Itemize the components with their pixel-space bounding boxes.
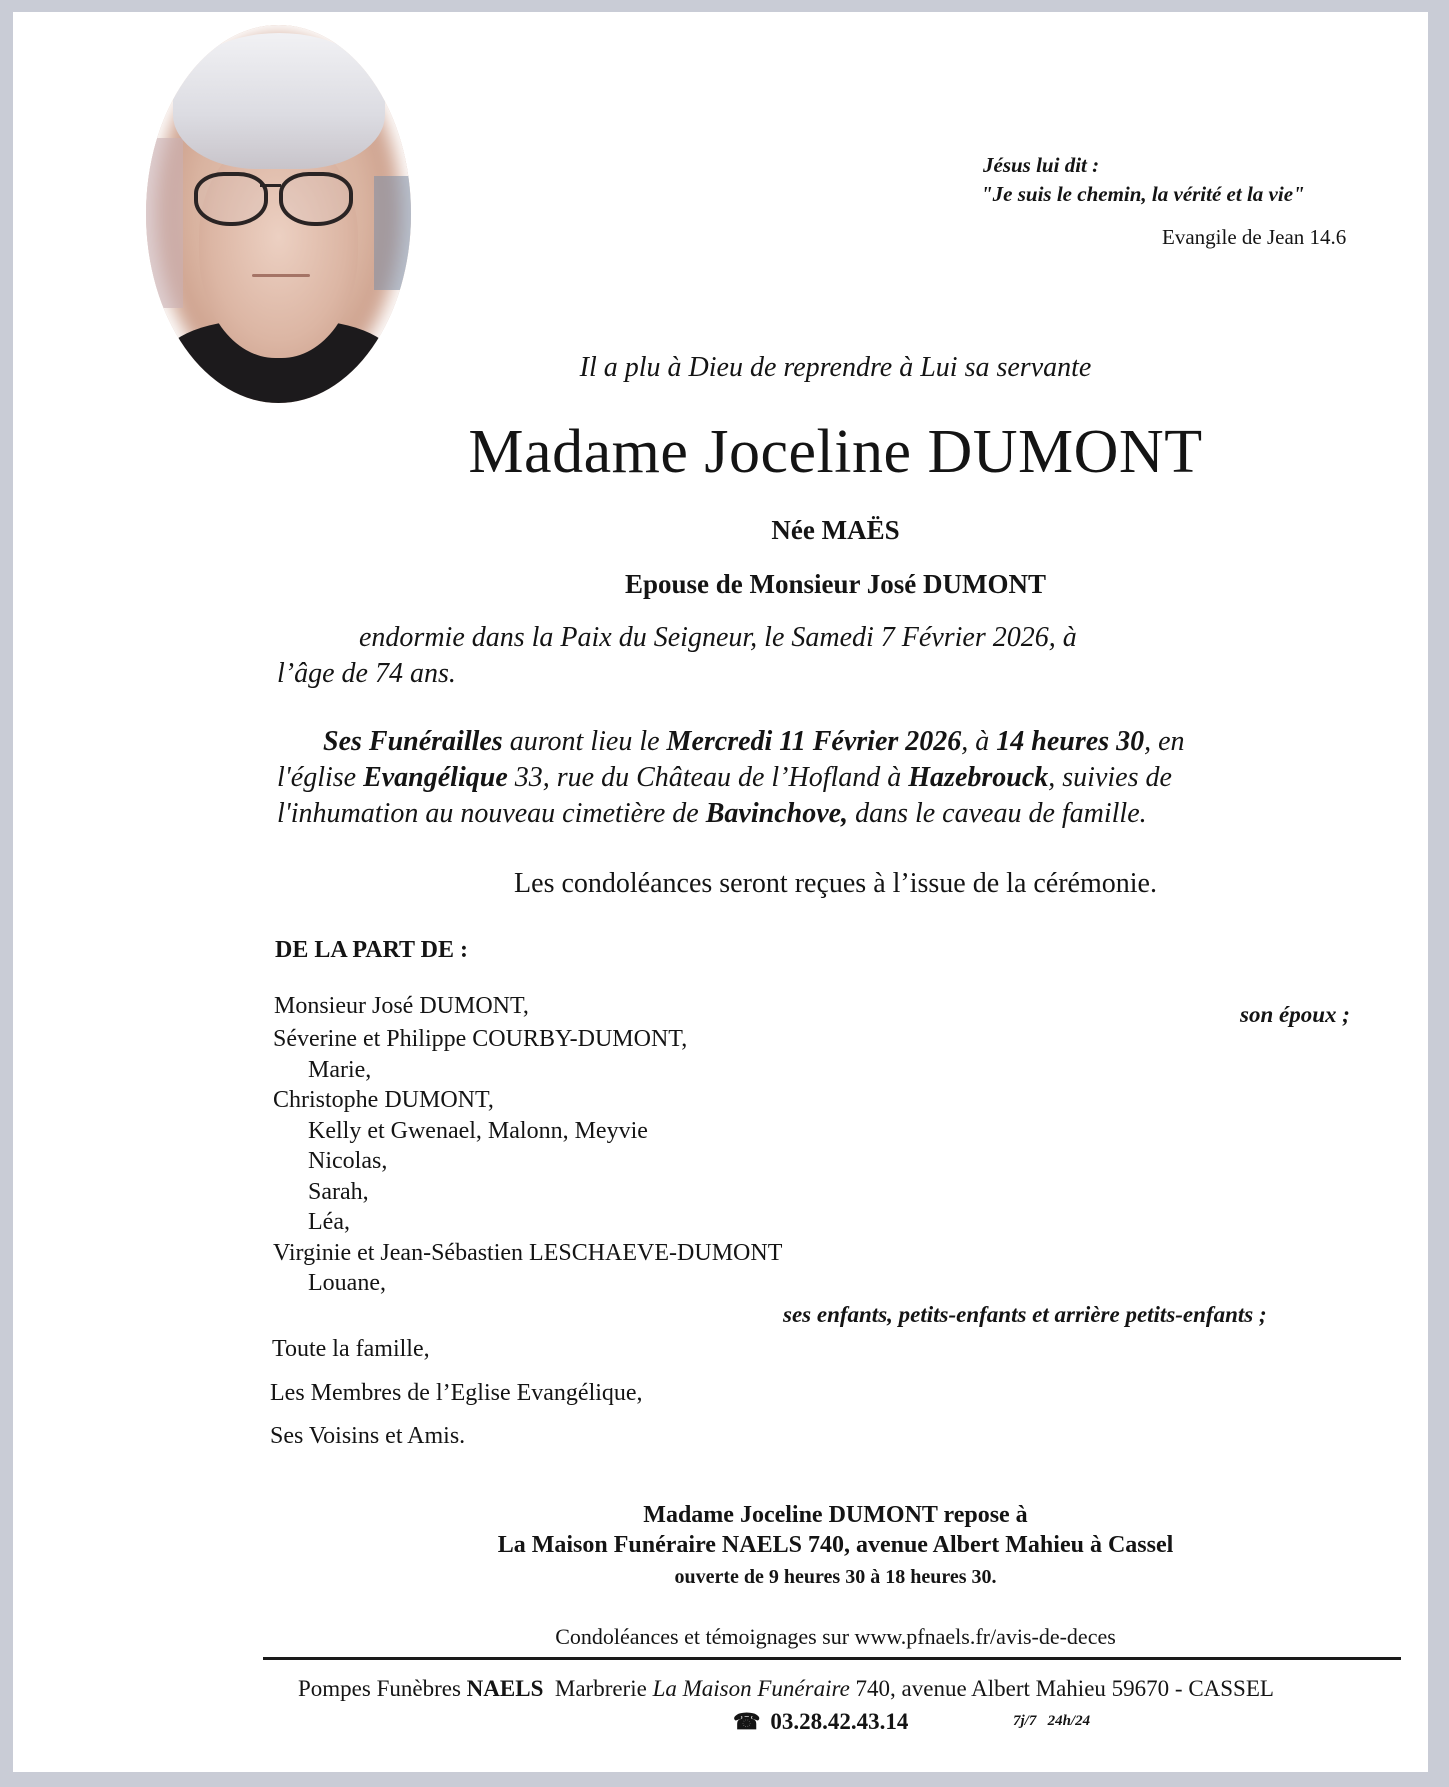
photo-glasses-left — [194, 172, 268, 225]
family-other: Toute la famille, — [272, 1336, 430, 1362]
repose-line-1: Madame Joceline DUMONT repose à — [643, 1502, 1028, 1528]
verse-line-2: "Je suis le chemin, la vérité et la vie" — [981, 182, 1305, 206]
spouse-line: Epouse de Monsieur José DUMONT — [624, 569, 1047, 599]
photo-face — [199, 138, 358, 357]
footer-text: Pompes Funèbres — [298, 1676, 467, 1701]
family-spouse: Monsieur José DUMONT, — [274, 993, 529, 1019]
footer-address: 740, avenue Albert Mahieu 59670 - CASSEL — [849, 1676, 1274, 1701]
funeral-date: Mercredi 11 Février 2026 — [666, 726, 962, 757]
opening-hours: 7j/7 24h/24 — [1013, 1713, 1091, 1729]
family-member: Marie, — [308, 1056, 372, 1083]
church-address: 33, rue du Château de l’Hofland à — [507, 762, 909, 793]
funeral-time: 14 heures 30 — [996, 726, 1145, 757]
funeral-text: , à — [961, 726, 997, 757]
photo-hair — [173, 33, 385, 169]
spouse-role: son époux ; — [1240, 1002, 1350, 1027]
family-member: Christophe DUMONT, — [273, 1087, 494, 1113]
family-member: Louane, — [308, 1270, 386, 1296]
funeral-home-name: NAELS — [466, 1676, 544, 1701]
funeral-line-2 — [277, 760, 1172, 795]
family-member: Léa, — [308, 1209, 350, 1235]
deceased-name: Madame Joceline DUMONT — [468, 418, 1203, 486]
funeral-home-line — [298, 1676, 1274, 1702]
photo-glasses-right — [279, 172, 353, 225]
town-bavinchove: Bavinchove, — [705, 798, 849, 829]
website-line: Condoléances et témoignages sur www.pfnaels.fr/avis-de-deces — [555, 1624, 1116, 1649]
footer-maison: La Maison Funéraire — [652, 1676, 850, 1701]
repose-line-2: La Maison Funéraire NAELS 740, avenue Albert Mahieu à Cassel — [497, 1532, 1174, 1558]
family-member: Séverine et Philippe COURBY-DUMONT, — [273, 1026, 688, 1052]
funeral-text: auront lieu le — [502, 726, 667, 757]
phone-icon: ☎ — [733, 1709, 761, 1734]
funeral-text: , en — [1144, 726, 1185, 757]
phone-line — [733, 1709, 908, 1735]
church-name: Evangélique — [363, 762, 508, 793]
repose-line-3: ouverte de 9 heures 30 à 18 heures 30. — [674, 1566, 997, 1588]
children-role: ses enfants, petits-enfants et arrière petits-enfants ; — [783, 1302, 1267, 1327]
family-heading: DE LA PART DE : — [275, 937, 468, 963]
portrait-photo — [146, 25, 411, 403]
funeral-text: , suivies de — [1048, 762, 1172, 793]
footer-divider — [263, 1657, 1401, 1660]
obituary-sheet — [13, 12, 1428, 1772]
family-other: Les Membres de l’Eglise Evangélique, — [270, 1380, 643, 1406]
funeral-text: dans le caveau de famille. — [848, 798, 1147, 829]
photo-background-right — [374, 176, 411, 289]
funeral-line-1 — [323, 724, 1185, 759]
verse-reference: Evangile de Jean 14.6 — [1162, 225, 1347, 249]
family-member: Sarah, — [308, 1178, 369, 1205]
family-other: Ses Voisins et Amis. — [270, 1423, 466, 1449]
death-line-2: l’âge de 74 ans. — [277, 658, 456, 689]
funeral-text: l'inhumation au nouveau cimetière de — [277, 798, 706, 829]
family-member: Virginie et Jean-Sébastien LESCHAEVE-DUMONT — [273, 1239, 783, 1266]
maiden-name: Née MAËS — [771, 515, 900, 545]
footer-text: Marbrerie — [543, 1676, 653, 1701]
photo-glasses-bridge — [260, 184, 281, 187]
family-member: Nicolas, — [308, 1148, 388, 1174]
phone-number[interactable]: 03.28.42.43.14 — [770, 1709, 909, 1734]
death-line-1: endormie dans la Paix du Seigneur, le Samedi 7 Février 2026, à — [359, 622, 1077, 653]
funeral-text: l'église — [277, 762, 364, 793]
condolences-notice: Les condoléances seront reçues à l’issue de la cérémonie. — [514, 868, 1157, 899]
funeral-line-3 — [277, 796, 1147, 831]
town-hazebrouck: Hazebrouck — [908, 762, 1049, 793]
family-member: Kelly et Gwenael, Malonn, Meyvie — [308, 1117, 648, 1144]
funeral-label: Ses Funérailles — [323, 726, 503, 757]
photo-background-left — [146, 138, 183, 308]
verse-line-1: Jésus lui dit : — [983, 153, 1100, 177]
intro-line: Il a plu à Dieu de reprendre à Lui sa servante — [579, 352, 1092, 383]
